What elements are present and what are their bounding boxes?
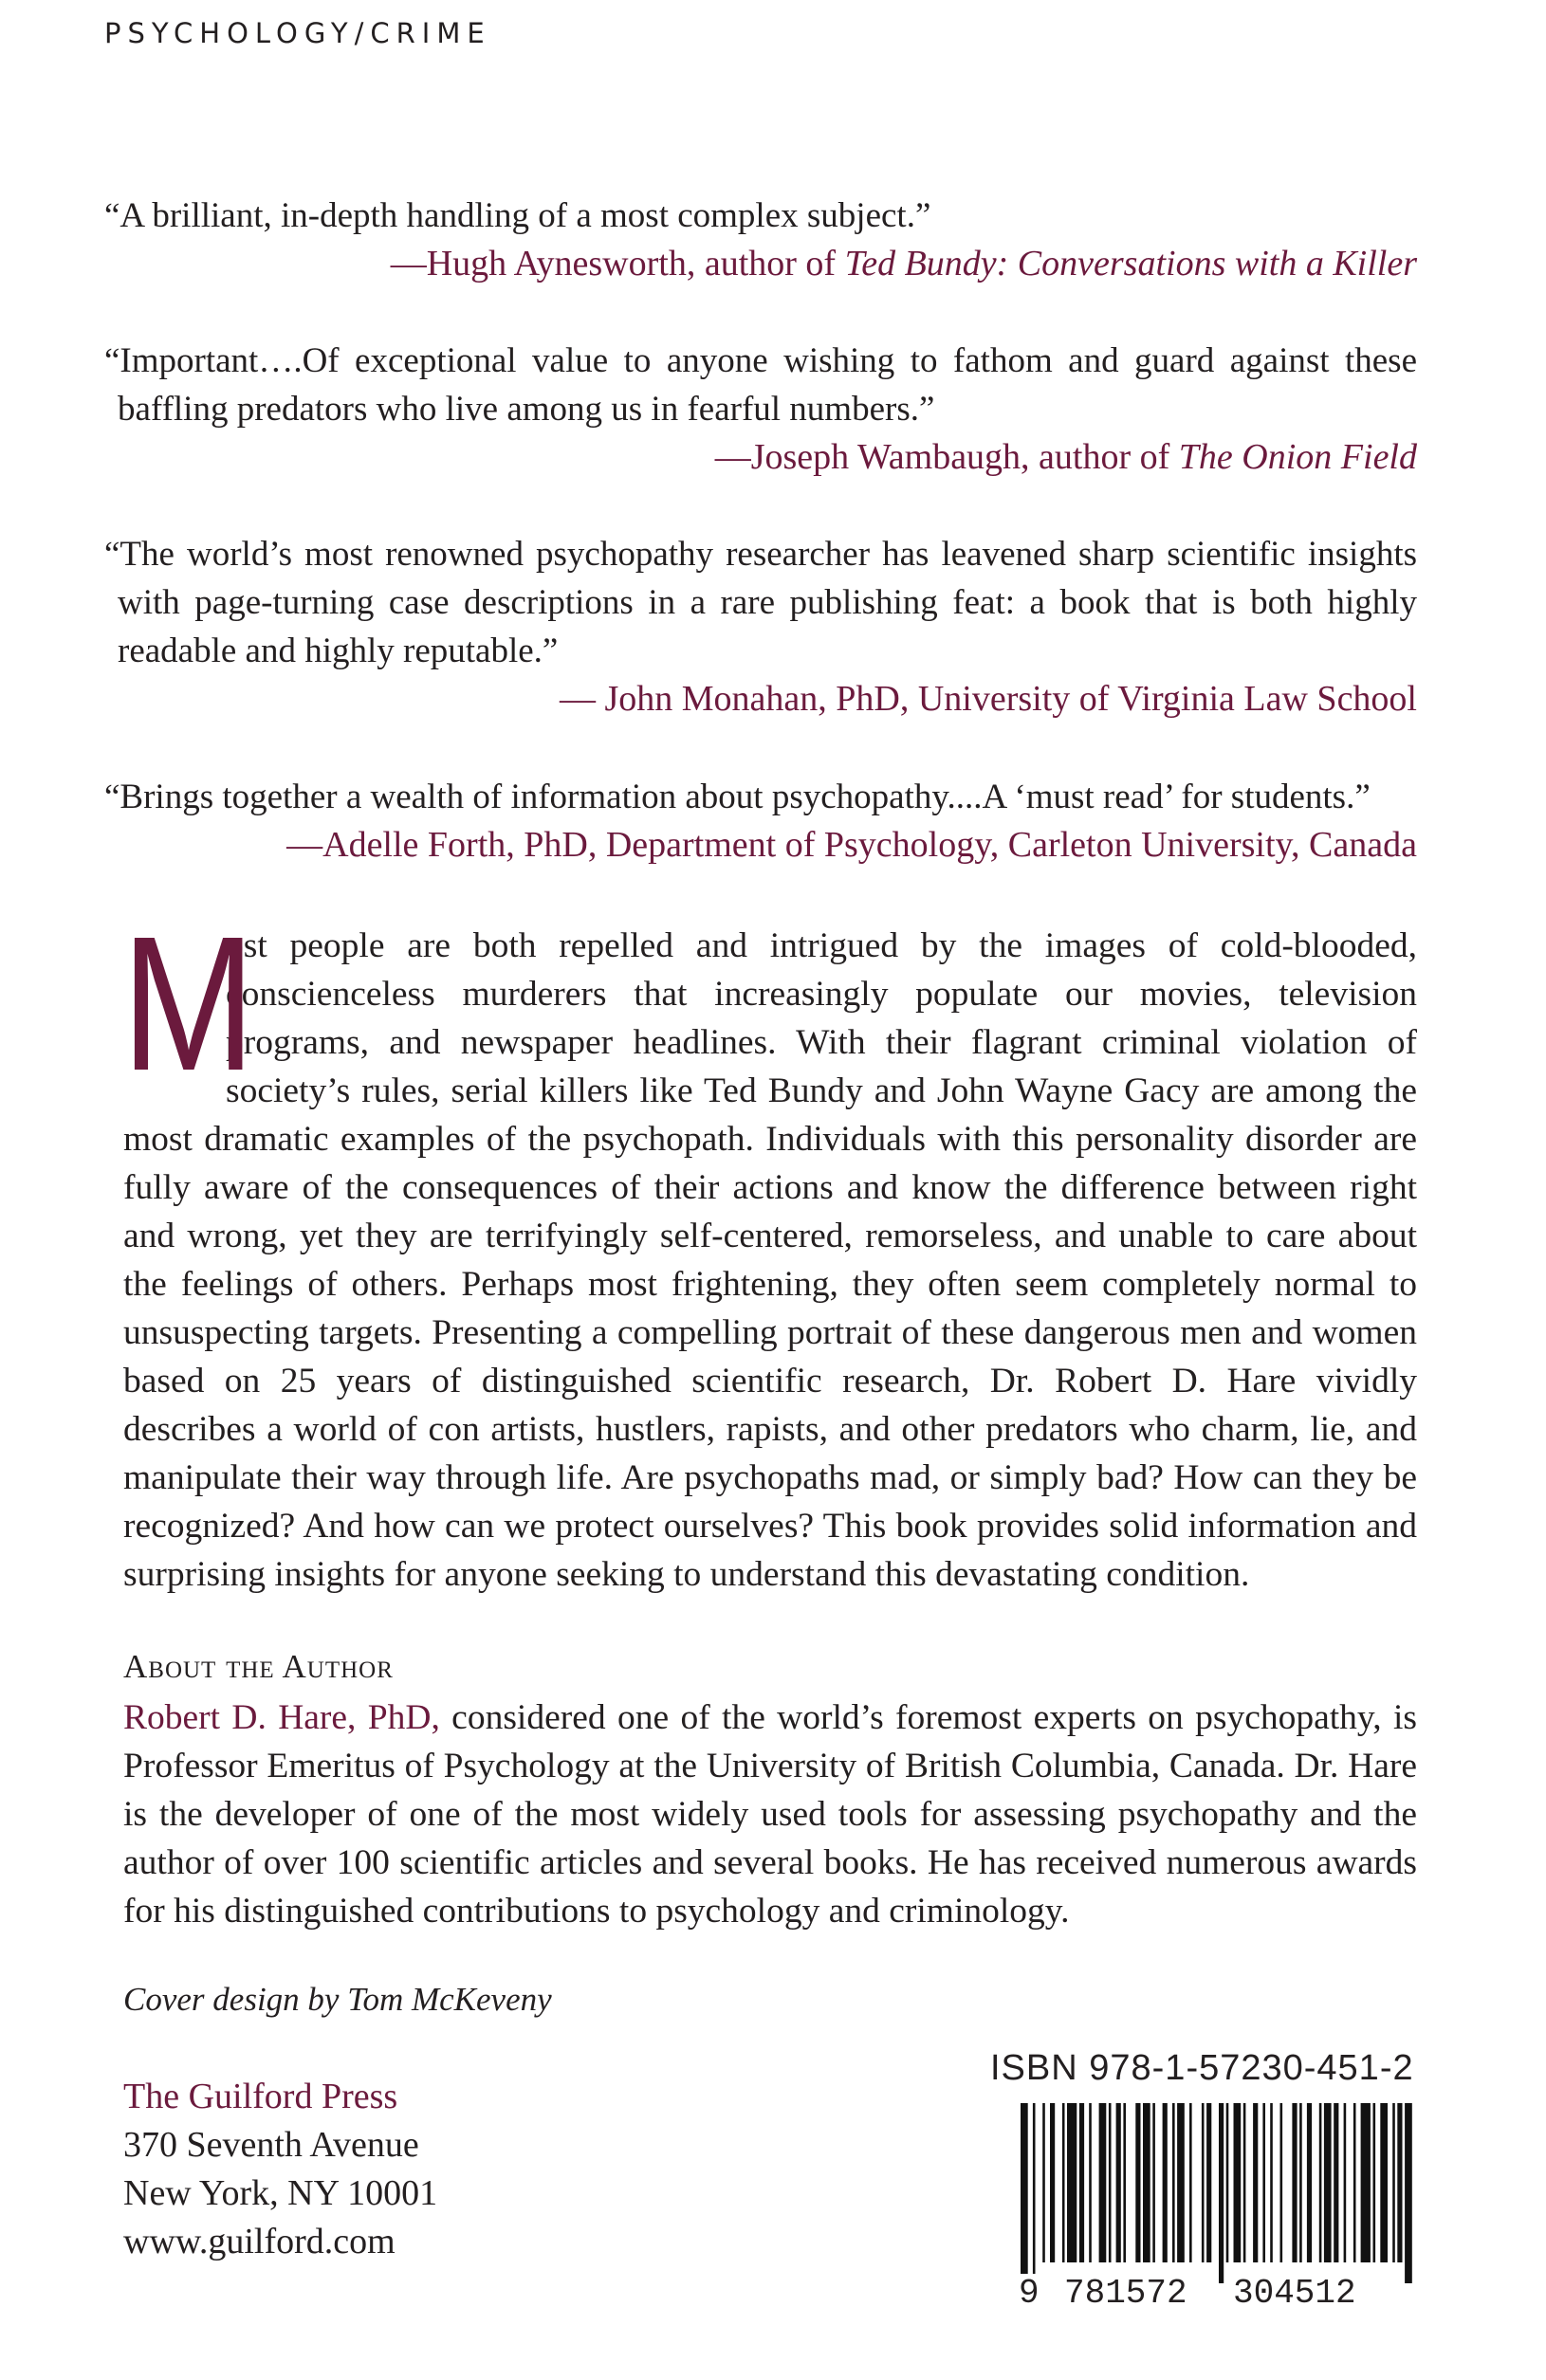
review-quote-3 (104, 530, 1417, 723)
quote-attribution (104, 240, 1417, 288)
quote-text: “A brilliant, in-depth handling of a most complex subject.” (104, 196, 931, 235)
attribution-author: —Joseph Wambaugh, author of (714, 437, 1179, 477)
quote-text: “Brings together a wealth of information about psychopathy....A ‘must read’ for students.” (104, 778, 1371, 816)
author-bio: considered one of the world’s foremost experts on psychopathy, is Professor Emeritus of Psychology at the University of British Columbia, Canada. Dr. Hare is the developer of one of the most widely used tools for assessing psychopathy and the author of over 100 scientific articles and several books. He has received numerous awards for his distinguished contributions to psychology and criminology. (123, 1698, 1417, 1931)
review-quote-4 (104, 773, 1417, 870)
barcode-bar (1163, 2103, 1168, 2262)
book-description (121, 896, 1417, 1599)
quote-text: “The world’s most renowned psychopathy researcher has leavened sharp scientific insights with page-turning case descriptions in a rare publishing feat: a book that is both highly readable and highly reputable.” (104, 535, 1417, 670)
quote-attribution (104, 433, 1417, 482)
barcode-bar (1397, 2103, 1402, 2262)
barcode-bar (1392, 2103, 1395, 2262)
barcode-bar (1177, 2103, 1185, 2262)
quote-attribution (104, 821, 1417, 870)
barcode-bar (1234, 2103, 1242, 2262)
barcode-bar (1344, 2103, 1347, 2262)
barcode-bar (1067, 2103, 1077, 2262)
publisher-name: The Guilford Press (123, 2077, 398, 2116)
about-author-body (123, 1693, 1417, 1935)
barcode-bar (1280, 2103, 1283, 2262)
barcode-bar (1405, 2103, 1412, 2283)
barcode-bar (1334, 2103, 1338, 2262)
publisher-website: www.guilford.com (123, 2222, 396, 2261)
barcode-bar (1373, 2103, 1376, 2262)
barcode-bar (1021, 2103, 1028, 2283)
publisher-block (123, 2073, 437, 2266)
barcode-bar (1270, 2103, 1273, 2262)
barcode-bar (1307, 2103, 1312, 2262)
barcode-bar (1089, 2103, 1092, 2262)
isbn-label: ISBN 978-1-57230-451-2 (990, 2048, 1414, 2088)
quote-attribution (104, 675, 1417, 723)
barcode-image (1015, 2103, 1425, 2283)
barcode-bar (1152, 2103, 1155, 2262)
publisher-address-line2: New York, NY 10001 (123, 2173, 438, 2213)
barcode-bar (1033, 2103, 1036, 2283)
barcode-bar (1202, 2103, 1205, 2262)
barcode-bar (1243, 2103, 1246, 2262)
description-text: ost people are both repelled and intrigued by the images of cold-blooded, conscienceless murderers that increasingly populate our movies, television programs, and newspaper headlines. With their flagrant criminal violation of society’s rules, serial killers like Ted Bundy and John Wayne Gacy are among the most dramatic examples of the psychopath. Individuals with this personality disorder are fully aware of the consequences of their actions and know the difference between right and wrong, yet they are terrifyingly self-centered, remorseless, and unable to care about the feelings of others. Perhaps most frightening, they often seem completely normal to unsuspecting targets. Presenting a compelling portrait of these dangerous men and women based on 25 years of distinguished scientific research, Dr. Robert D. Hare vividly describes a world of con artists, hustlers, rapists, and other predators who charm, lie, and manipulate their way through life. Are psychopaths mad, or simply bad? How can they be recognized? And how can we protect ourselves? This book provides solid information and surprising insights for anyone seeking to understand this devastating condition. (123, 926, 1417, 1594)
attribution-author: — John Monahan, PhD, University of Virginia Law School (559, 679, 1417, 719)
barcode-bar (1135, 2103, 1140, 2262)
barcode-bar (1219, 2103, 1224, 2283)
barcode-bar (1189, 2103, 1192, 2262)
about-author-heading: About the Author (123, 1648, 394, 1685)
barcode-bar (1206, 2103, 1211, 2262)
barcode-bar (1299, 2103, 1302, 2262)
cover-design-credit: Cover design by Tom McKeveny (123, 1981, 552, 2018)
barcode-bar (1292, 2103, 1297, 2262)
barcode-bar (1380, 2103, 1388, 2262)
category-label: PSYCHOLOGY/CRIME (104, 17, 491, 49)
barcode-bar (1319, 2103, 1322, 2262)
barcode-bar (1050, 2103, 1055, 2262)
barcode-bar (1042, 2103, 1045, 2262)
attribution-author: —Adelle Forth, PhD, Department of Psychology, Carleton University, Canada (286, 825, 1417, 865)
barcode-digits-right: 304512 (1229, 2274, 1360, 2313)
review-quote-2 (104, 337, 1417, 482)
review-quote-1 (104, 192, 1417, 288)
barcode-bar (1253, 2103, 1258, 2262)
drop-cap: M (121, 896, 256, 1110)
barcode-digits-left: 781572 (1060, 2274, 1191, 2313)
barcode-bar (1062, 2103, 1065, 2262)
barcode-bar (1079, 2103, 1084, 2262)
barcode-bar (1324, 2103, 1332, 2262)
quote-text: “Important….Of exceptional value to anyone wishing to fathom and guard against these baffling predators who live among us in fearful numbers.” (104, 341, 1417, 429)
barcode-bar (1099, 2103, 1107, 2262)
barcode-bar (1262, 2103, 1265, 2262)
barcode-bar (1109, 2103, 1112, 2262)
barcode-bar (1226, 2103, 1229, 2262)
barcode-bar (1143, 2103, 1150, 2262)
author-name: Robert D. Hare, PhD, (123, 1698, 440, 1737)
publisher-address-line1: 370 Seventh Avenue (123, 2125, 419, 2165)
barcode-lead-digit: 9 (1015, 2274, 1043, 2313)
attribution-title: Ted Bundy: Conversations with a Killer (844, 244, 1417, 284)
barcode-bar (1123, 2103, 1126, 2262)
barcode-bar (1172, 2103, 1175, 2262)
barcode-bar (1353, 2103, 1356, 2262)
attribution-title: The Onion Field (1178, 437, 1417, 477)
attribution-author: —Hugh Aynesworth, author of (390, 244, 845, 284)
barcode-bar (1116, 2103, 1121, 2262)
barcode-bar (1361, 2103, 1371, 2262)
